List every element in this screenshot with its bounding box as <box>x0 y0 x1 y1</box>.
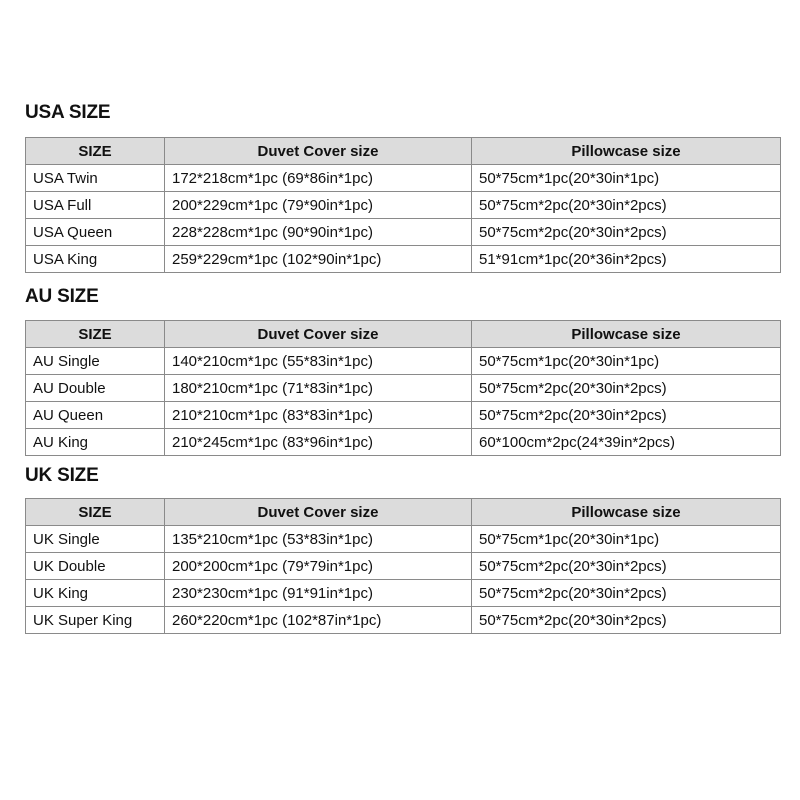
header-size: SIZE <box>26 499 165 526</box>
pillow-cell: 50*75cm*1pc(20*30in*1pc) <box>472 348 781 375</box>
table-row <box>26 580 781 607</box>
pillow-cell: 50*75cm*1pc(20*30in*1pc) <box>472 526 781 553</box>
pillow-cell: 50*75cm*2pc(20*30in*2pcs) <box>472 580 781 607</box>
duvet-cell: 140*210cm*1pc (55*83in*1pc) <box>165 348 472 375</box>
pillow-cell: 51*91cm*1pc(20*36in*2pcs) <box>472 246 781 273</box>
header-duvet: Duvet Cover size <box>165 321 472 348</box>
size-cell: USA Queen <box>26 219 165 246</box>
table-header-row <box>26 321 781 348</box>
duvet-cell: 200*229cm*1pc (79*90in*1pc) <box>165 192 472 219</box>
table-row <box>26 375 781 402</box>
duvet-cell: 180*210cm*1pc (71*83in*1pc) <box>165 375 472 402</box>
table-row <box>26 348 781 375</box>
duvet-cell: 210*210cm*1pc (83*83in*1pc) <box>165 402 472 429</box>
table-row <box>26 607 781 634</box>
size-cell: AU King <box>26 429 165 456</box>
usa-size-table <box>25 137 781 273</box>
size-cell: UK Super King <box>26 607 165 634</box>
table-row <box>26 165 781 192</box>
duvet-cell: 228*228cm*1pc (90*90in*1pc) <box>165 219 472 246</box>
pillow-cell: 50*75cm*2pc(20*30in*2pcs) <box>472 375 781 402</box>
table-row <box>26 429 781 456</box>
duvet-cell: 230*230cm*1pc (91*91in*1pc) <box>165 580 472 607</box>
size-cell: USA King <box>26 246 165 273</box>
table-row <box>26 402 781 429</box>
header-size: SIZE <box>26 321 165 348</box>
duvet-cell: 135*210cm*1pc (53*83in*1pc) <box>165 526 472 553</box>
usa-size-section <box>25 101 780 273</box>
size-cell: USA Twin <box>26 165 165 192</box>
header-size: SIZE <box>26 138 165 165</box>
section-title: USA SIZE <box>25 102 111 123</box>
pillow-cell: 60*100cm*2pc(24*39in*2pcs) <box>472 429 781 456</box>
size-cell: AU Single <box>26 348 165 375</box>
size-cell: UK Double <box>26 553 165 580</box>
size-cell: AU Queen <box>26 402 165 429</box>
size-cell: USA Full <box>26 192 165 219</box>
duvet-cell: 210*245cm*1pc (83*96in*1pc) <box>165 429 472 456</box>
duvet-cell: 260*220cm*1pc (102*87in*1pc) <box>165 607 472 634</box>
header-duvet: Duvet Cover size <box>165 499 472 526</box>
size-cell: UK Single <box>26 526 165 553</box>
size-cell: UK King <box>26 580 165 607</box>
uk-size-table <box>25 498 781 634</box>
au-size-section <box>25 285 780 456</box>
table-row <box>26 192 781 219</box>
pillow-cell: 50*75cm*2pc(20*30in*2pcs) <box>472 402 781 429</box>
section-title: AU SIZE <box>25 286 99 307</box>
section-title: UK SIZE <box>25 465 99 486</box>
header-pillow: Pillowcase size <box>472 321 781 348</box>
pillow-cell: 50*75cm*2pc(20*30in*2pcs) <box>472 607 781 634</box>
table-row <box>26 553 781 580</box>
pillow-cell: 50*75cm*2pc(20*30in*2pcs) <box>472 192 781 219</box>
table-row <box>26 219 781 246</box>
size-cell: AU Double <box>26 375 165 402</box>
table-header-row <box>26 138 781 165</box>
pillow-cell: 50*75cm*2pc(20*30in*2pcs) <box>472 219 781 246</box>
pillow-cell: 50*75cm*2pc(20*30in*2pcs) <box>472 553 781 580</box>
table-row <box>26 246 781 273</box>
header-pillow: Pillowcase size <box>472 138 781 165</box>
au-size-table <box>25 320 781 456</box>
uk-size-section <box>25 464 780 634</box>
duvet-cell: 200*200cm*1pc (79*79in*1pc) <box>165 553 472 580</box>
table-header-row <box>26 499 781 526</box>
header-pillow: Pillowcase size <box>472 499 781 526</box>
pillow-cell: 50*75cm*1pc(20*30in*1pc) <box>472 165 781 192</box>
duvet-cell: 259*229cm*1pc (102*90in*1pc) <box>165 246 472 273</box>
header-duvet: Duvet Cover size <box>165 138 472 165</box>
table-row <box>26 526 781 553</box>
duvet-cell: 172*218cm*1pc (69*86in*1pc) <box>165 165 472 192</box>
